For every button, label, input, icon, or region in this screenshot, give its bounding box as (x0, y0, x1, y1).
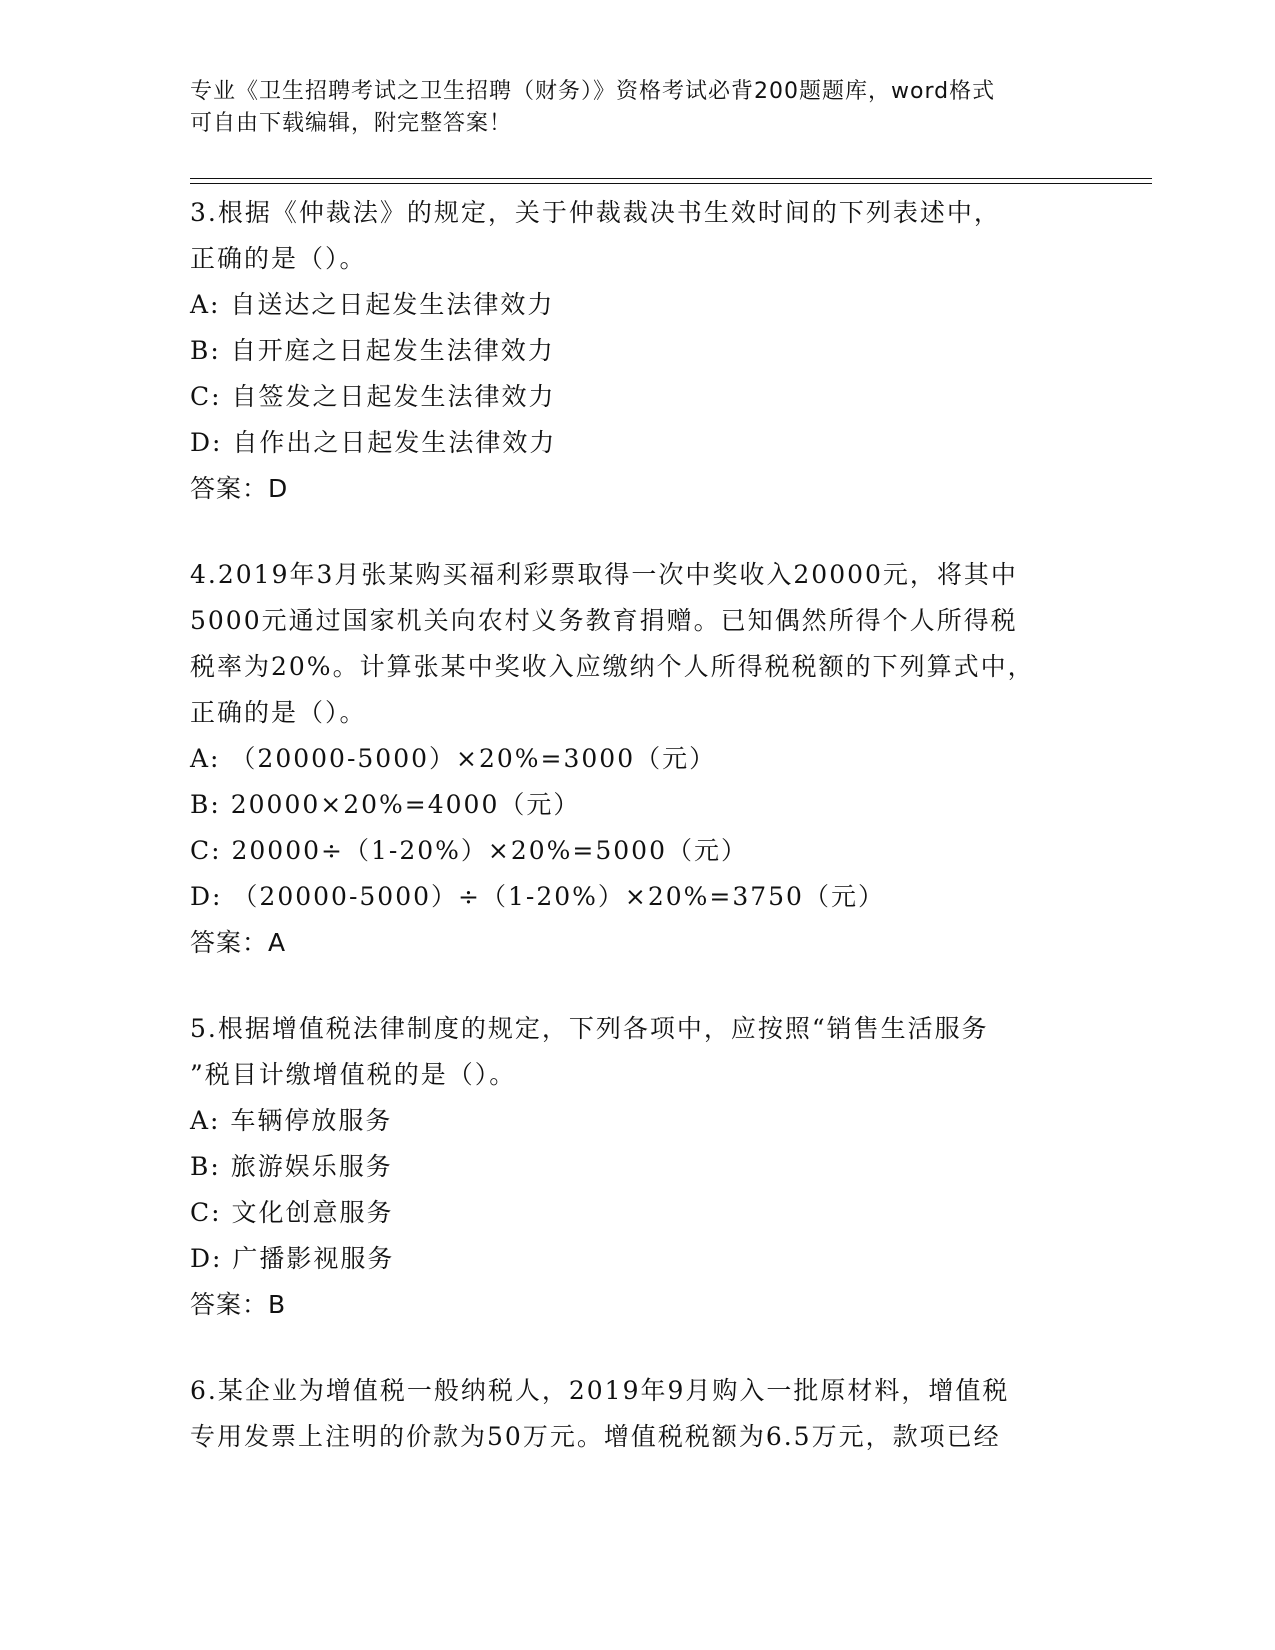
question-text: 正确的是（）。 (190, 244, 367, 273)
header-divider-top (190, 178, 1152, 179)
option-b: B: 旅游娱乐服务 (190, 1152, 393, 1181)
answer-text: 答案：A (190, 928, 287, 957)
option-b: B: 20000×20%=4000（元） (190, 790, 581, 819)
option-a: A: 车辆停放服务 (190, 1106, 393, 1135)
option-c: C: 自签发之日起发生法律效力 (190, 382, 556, 411)
option-c: C: 文化创意服务 (190, 1198, 394, 1227)
question-5 (190, 1006, 1090, 1328)
option-b: B: 自开庭之日起发生法律效力 (190, 336, 555, 365)
question-text: 5000元通过国家机关向农村义务教育捐赠。已知偶然所得个人所得税 (190, 606, 1018, 635)
header-line-2: 可自由下载编辑，附完整答案！ (190, 111, 513, 136)
question-text: 正确的是（）。 (190, 698, 367, 727)
document-header (190, 76, 1090, 140)
question-text: 6.某企业为增值税一般纳税人，2019年9月购入一批原材料，增值税 (190, 1376, 1010, 1405)
question-6 (190, 1368, 1090, 1460)
option-d: D: （20000-5000）÷（1-20%）×20%=3750（元） (190, 882, 885, 911)
header-line-1: 专业《卫生招聘考试之卫生招聘（财务）》资格考试必背200题题库，word格式 (190, 79, 996, 104)
question-text: 3.根据《仲裁法》的规定，关于仲裁裁决书生效时间的下列表述中， (190, 198, 1001, 227)
question-4 (190, 552, 1090, 966)
option-d: D: 广播影视服务 (190, 1244, 395, 1273)
question-text: 5.根据增值税法律制度的规定，下列各项中，应按照“销售生活服务 (190, 1014, 989, 1043)
question-text: 专用发票上注明的价款为50万元。增值税税额为6.5万元，款项已经 (190, 1422, 1001, 1451)
header-divider-bottom (190, 183, 1152, 184)
question-text: 4.2019年3月张某购买福利彩票取得一次中奖收入20000元，将其中 (190, 560, 1018, 589)
answer-text: 答案：D (190, 474, 289, 503)
option-a: A: （20000-5000）×20%=3000（元） (190, 744, 717, 773)
answer-text: 答案：B (190, 1290, 287, 1319)
option-a: A: 自送达之日起发生法律效力 (190, 290, 555, 319)
option-c: C: 20000÷（1-20%）×20%=5000（元） (190, 836, 748, 865)
option-d: D: 自作出之日起发生法律效力 (190, 428, 557, 457)
question-3 (190, 190, 1090, 512)
question-text: ”税目计缴增值税的是（）。 (190, 1060, 517, 1089)
question-list (190, 190, 1090, 1500)
question-text: 税率为20%。计算张某中奖收入应缴纳个人所得税税额的下列算式中， (190, 652, 1035, 681)
